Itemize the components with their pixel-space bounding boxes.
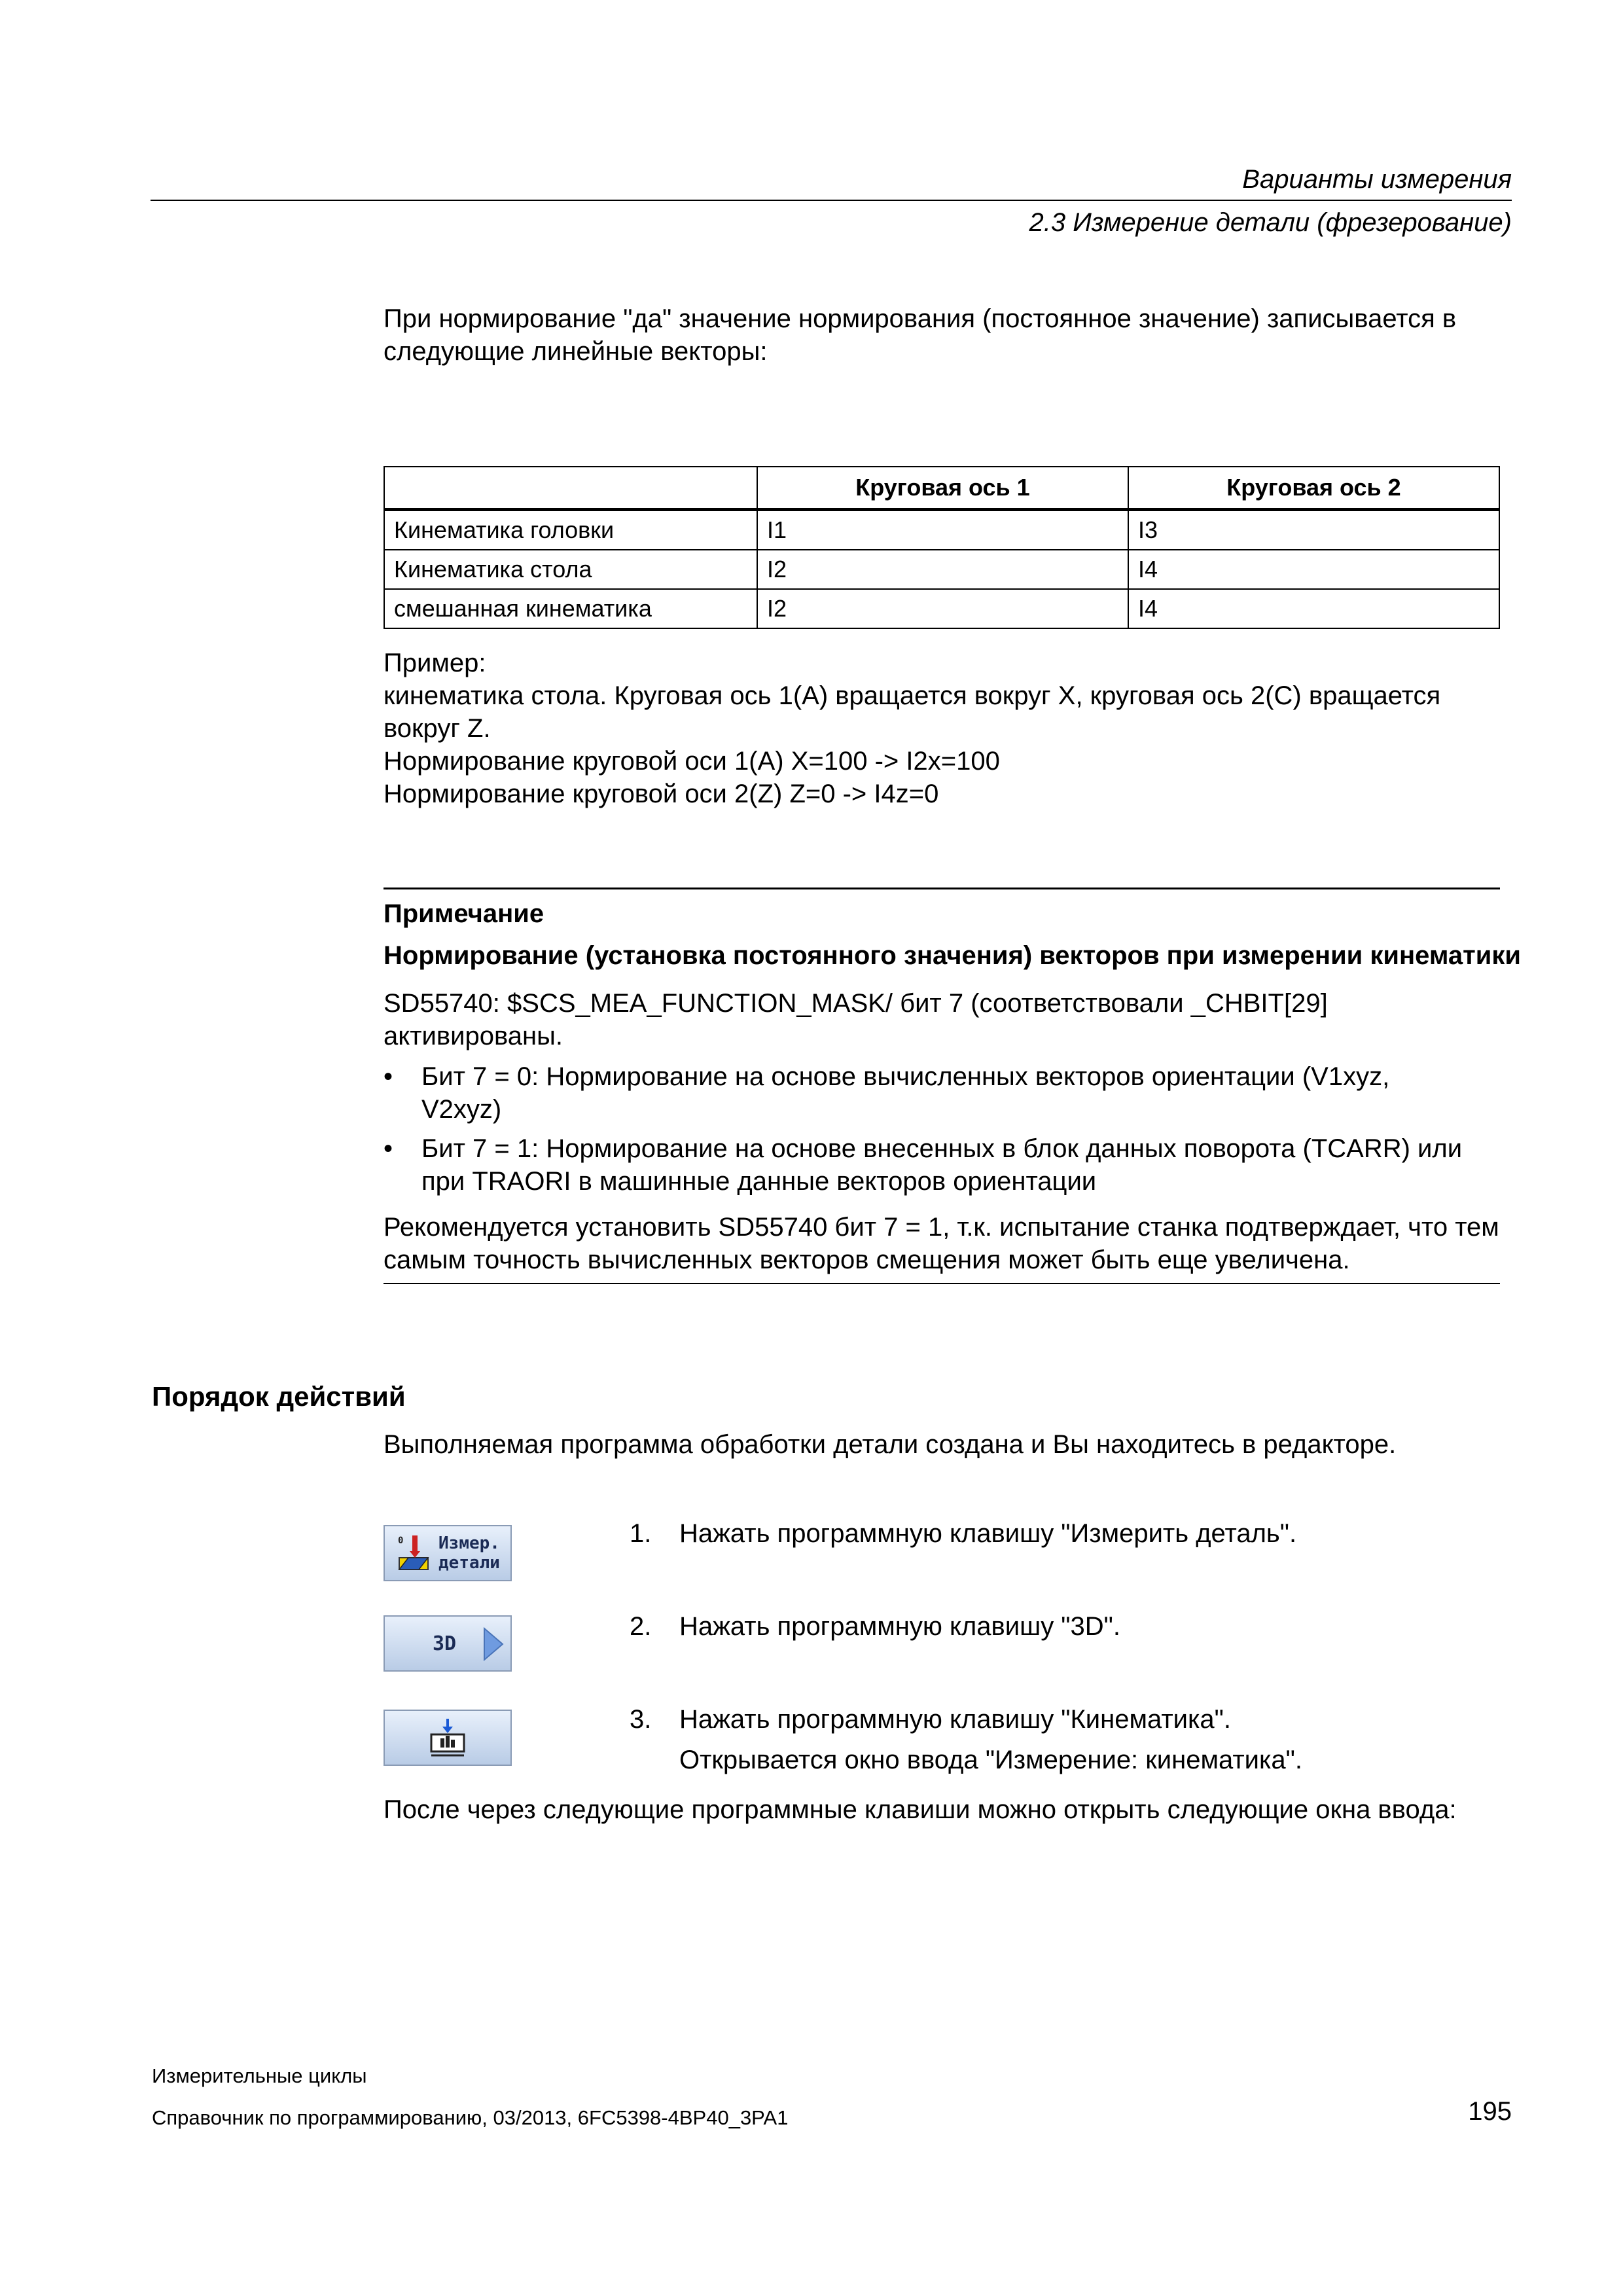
note-title: Примечание — [383, 899, 544, 928]
table-header-cell: Круговая ось 2 — [1128, 467, 1499, 510]
table-cell: I2 — [757, 550, 1128, 589]
note-bottom-rule — [383, 1283, 1500, 1284]
intro-paragraph: При нормирование "да" значение нормирования (постоянное значение) записывается в следующие линейные векторы: — [383, 304, 1457, 366]
section-title: 2.3 Измерение детали (фрезерование) — [1029, 208, 1512, 237]
procedure-step — [630, 1703, 1480, 1782]
procedure-step — [630, 1610, 1480, 1649]
table-row — [384, 550, 1499, 589]
note-top-rule — [383, 888, 1500, 889]
list-item — [383, 1132, 1463, 1198]
note-bullet-list — [383, 1060, 1463, 1198]
example-line: кинематика стола. Круговая ось 1(A) вращается вокруг X, круговая ось 2(C) вращается вокруг Z. — [383, 681, 1441, 743]
note-subtitle: Нормирование (установка постоянного значения) векторов при измерении кинематики — [383, 941, 1521, 970]
procedure-step — [630, 1517, 1480, 1556]
table-cell: Кинематика стола — [384, 550, 757, 589]
table-header-row — [384, 467, 1499, 510]
softkey-label: 3D — [432, 1632, 457, 1655]
table-cell: I2 — [757, 589, 1128, 628]
svg-text:0: 0 — [398, 1535, 404, 1546]
header-rule — [151, 200, 1512, 201]
chapter-title: Варианты измерения — [1242, 165, 1512, 194]
step-number: 3. — [630, 1705, 652, 1734]
footer-title: Измерительные циклы — [152, 2064, 367, 2087]
example-line: Нормирование круговой оси 2(Z) Z=0 -> I4z=0 — [383, 780, 939, 808]
step-subtext: Открывается окно ввода "Измерение: кинематика". — [679, 1746, 1302, 1774]
step-number: 1. — [630, 1519, 652, 1548]
measure-part-icon — [395, 1532, 435, 1575]
table-cell: смешанная кинематика — [384, 589, 757, 628]
bullet-icon: • — [383, 1062, 393, 1091]
step-text: Нажать программную клавишу "Кинематика". — [679, 1705, 1231, 1734]
procedure-after: После через следующие программные клавиши можно открыть следующие окна ввода: — [383, 1795, 1457, 1824]
example-label: Пример: — [383, 649, 486, 677]
table-cell: Кинематика головки — [384, 510, 757, 550]
table-cell: I4 — [1128, 550, 1499, 589]
table-header-cell: Круговая ось 1 — [757, 467, 1128, 510]
measure-part-softkey[interactable] — [383, 1525, 512, 1581]
step-text: Нажать программную клавишу "3D". — [679, 1612, 1120, 1641]
list-item — [383, 1060, 1463, 1126]
kinematics-softkey[interactable] — [383, 1710, 512, 1766]
3d-softkey[interactable] — [383, 1615, 512, 1672]
softkey-label: Измер. детали — [438, 1534, 500, 1573]
note-text: SD55740: $SCS_MEA_FUNCTION_MASK/ бит 7 (соответствовали _CHBIT[29] активированы. — [383, 989, 1328, 1050]
step-number: 2. — [630, 1612, 652, 1641]
example-line: Нормирование круговой оси 1(A) X=100 -> I2x=100 — [383, 747, 1000, 776]
note-recommendation: Рекомендуется установить SD55740 бит 7 = 1, т.к. испытание станка подтверждает, что тем самым точность вычисленных векторов смещения может быть еще увеличена. — [383, 1213, 1499, 1274]
example-block — [383, 647, 1509, 810]
normalization-table — [383, 466, 1500, 629]
step-text: Нажать программную клавишу "Измерить деталь". — [679, 1519, 1297, 1548]
arrow-right-icon — [480, 1624, 507, 1664]
table-row — [384, 589, 1499, 628]
procedure-intro: Выполняемая программа обработки детали создана и Вы находитесь в редакторе. — [383, 1430, 1397, 1459]
list-item-text: Бит 7 = 1: Нормирование на основе внесенных в блок данных поворота (TCARR) или при TRAORI в машинные данные векторов ориентации — [421, 1134, 1463, 1196]
procedure-heading: Порядок действий — [152, 1381, 406, 1412]
list-item-text: Бит 7 = 0: Нормирование на основе вычисленных векторов ориентации (V1xyz, V2xyz) — [421, 1062, 1390, 1124]
bullet-icon: • — [383, 1134, 393, 1163]
table-row — [384, 510, 1499, 550]
kinematics-icon — [425, 1716, 471, 1759]
table-cell: I4 — [1128, 589, 1499, 628]
footer-doc-info: Справочник по программированию, 03/2013, 6FC5398-4BP40_3PA1 — [152, 2106, 789, 2129]
table-header-cell — [384, 467, 757, 510]
page-number: 195 — [1468, 2097, 1512, 2126]
table-cell: I1 — [757, 510, 1128, 550]
table-cell: I3 — [1128, 510, 1499, 550]
